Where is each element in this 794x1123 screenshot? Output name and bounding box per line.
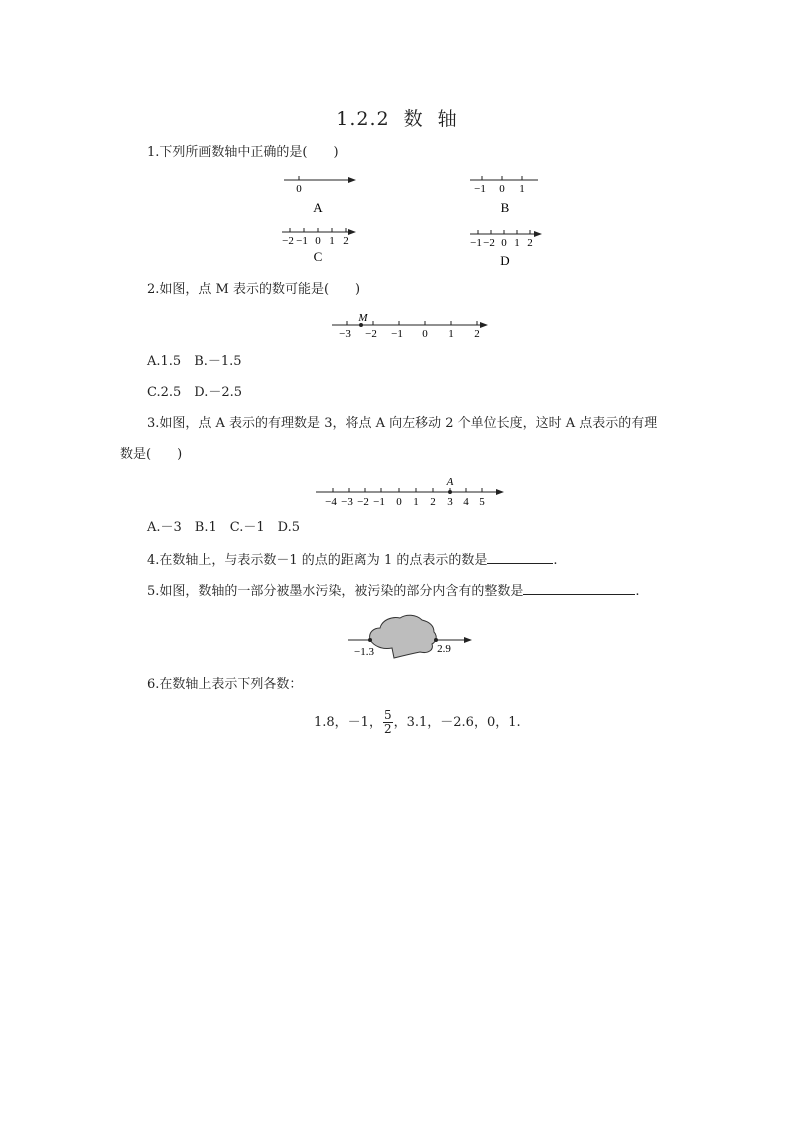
option-label: B: [500, 200, 510, 215]
title-word-1: 数: [403, 108, 424, 130]
tick-label: −4: [325, 496, 337, 508]
tick-label: −2: [365, 328, 377, 340]
tick-label: 1: [329, 235, 335, 247]
option-label: C: [313, 249, 323, 264]
answer-blank[interactable]: [487, 549, 553, 564]
tick-label: 4: [463, 496, 469, 508]
q1-option-c-diagram: [280, 224, 364, 268]
axis-arrow: [534, 231, 542, 237]
question-6-numbers: [314, 708, 521, 738]
point-label: M: [358, 312, 368, 324]
page-title: [0, 104, 794, 131]
tick-label: 0: [499, 183, 505, 195]
ink-blot: [370, 615, 437, 658]
option-label: A: [313, 200, 323, 215]
axis-arrow: [496, 489, 504, 495]
question-5-end: .: [635, 584, 640, 599]
tick-label: 0: [501, 237, 507, 249]
tick-label: −1: [474, 183, 486, 195]
tick-label: −1: [470, 237, 482, 249]
tick-label: −1: [391, 328, 403, 340]
tick-label: −3: [341, 496, 353, 508]
tick-label: 0: [315, 235, 321, 247]
axis-arrow: [348, 177, 356, 183]
q1-option-d-diagram: [468, 226, 548, 270]
fraction-numerator: 5: [383, 708, 392, 722]
tick-label: 2: [343, 235, 349, 247]
question-5: [147, 580, 640, 602]
tick-label: −1: [296, 235, 308, 247]
numbers-after: ，3.1，－2.6，0，1.: [393, 715, 521, 730]
question-2-options-2: C.2.5 D.－2.5: [147, 385, 243, 400]
question-2-options-1: A.1.5 B.－1.5: [147, 354, 242, 369]
right-endpoint: [434, 638, 438, 642]
q2-number-line: [328, 310, 494, 340]
question-3-options: A.－3 B.1 C.－1 D.5: [147, 520, 300, 535]
tick-label: 0: [296, 183, 302, 195]
q5-ink-number-line: [344, 610, 476, 660]
axis-arrow: [464, 637, 472, 643]
tick-label: −2: [357, 496, 369, 508]
q3-number-line: [314, 476, 508, 510]
question-3-text-line1: 3.如图，点 A 表示的有理数是 3，将点 A 向左移动 2 个单位长度，这时 A 点表示的有理: [147, 416, 658, 431]
q1-option-a-diagram: [282, 172, 362, 218]
question-6-text: 6.在数轴上表示下列各数：: [147, 677, 303, 692]
tick-label: 1: [514, 237, 520, 249]
tick-label: 5: [479, 496, 485, 508]
tick-label: −3: [339, 328, 351, 340]
tick-label: 0: [422, 328, 428, 340]
q1-option-b-diagram: [468, 172, 548, 218]
fraction-denominator: 2: [383, 722, 392, 736]
tick-label: 1: [448, 328, 454, 340]
axis-arrow: [480, 322, 488, 328]
tick-label: 1: [519, 183, 525, 195]
title-word-2: 轴: [437, 108, 458, 130]
answer-blank[interactable]: [523, 580, 635, 595]
tick-label: 2: [430, 496, 436, 508]
fraction: [383, 709, 393, 736]
question-1-text: 1.下列所画数轴中正确的是( ): [147, 145, 339, 160]
question-3-text-line2: 数是( ): [120, 447, 183, 462]
tick-label: 2: [474, 328, 480, 340]
tick-label: −1: [373, 496, 385, 508]
question-2-text: 2.如图，点 M 表示的数可能是( ): [147, 282, 361, 297]
numbers-before: 1.8，－1，: [314, 715, 382, 730]
tick-label: 1: [413, 496, 419, 508]
tick-label: 3: [447, 496, 453, 508]
question-4-text: 4.在数轴上，与表示数－1 的点的距离为 1 的点表示的数是: [147, 553, 488, 568]
point-a: [448, 490, 452, 494]
axis-arrow: [348, 229, 356, 235]
point-label: A: [446, 476, 454, 488]
question-5-text: 5.如图，数轴的一部分被墨水污染，被污染的部分内含有的整数是: [147, 584, 524, 599]
left-value-label: −1.3: [354, 646, 374, 658]
tick-label: −2: [483, 237, 495, 249]
tick-label: 0: [396, 496, 402, 508]
tick-label: 2: [527, 237, 533, 249]
section-number: 1.2.2: [336, 108, 390, 130]
option-label: D: [500, 253, 510, 268]
question-4: [147, 549, 557, 571]
question-4-end: .: [553, 553, 558, 568]
right-value-label: 2.9: [437, 643, 451, 655]
tick-label: −2: [282, 235, 294, 247]
left-endpoint: [368, 638, 372, 642]
